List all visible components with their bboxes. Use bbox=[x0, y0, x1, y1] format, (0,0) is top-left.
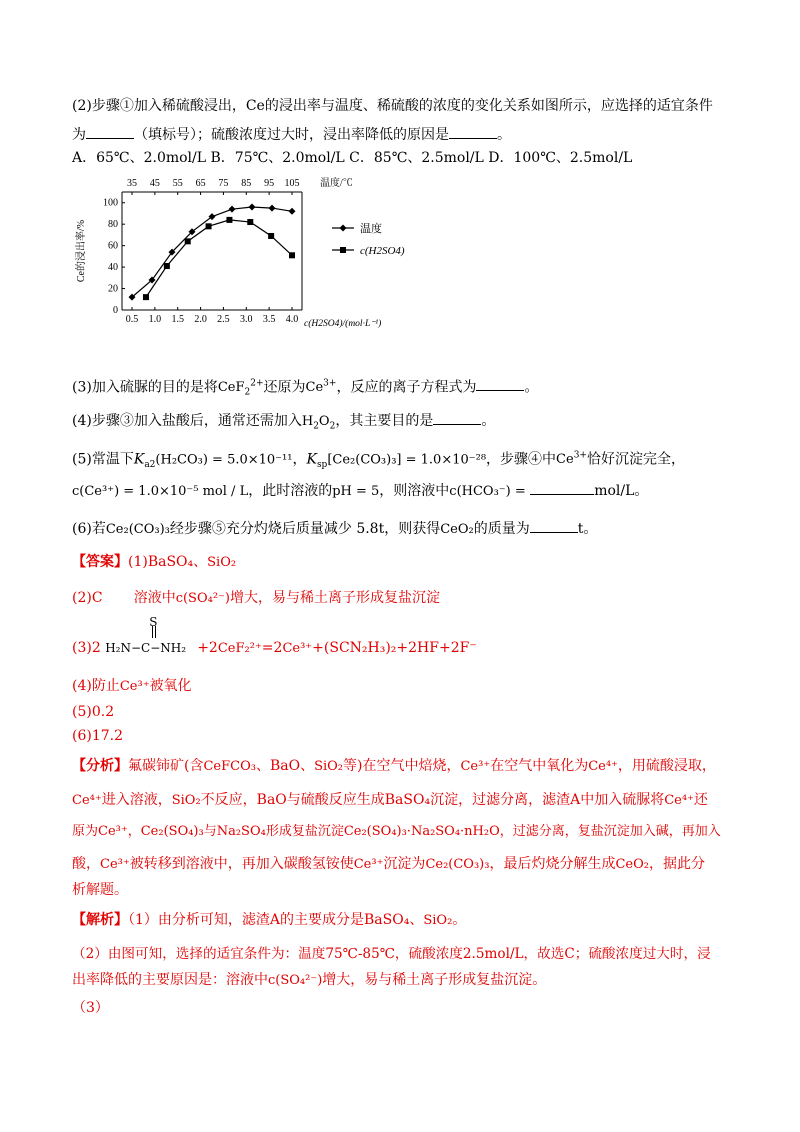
concentration-point bbox=[289, 252, 295, 258]
legend-marker-temperature bbox=[340, 225, 347, 232]
bottom-tick-label: 2.0 bbox=[194, 314, 207, 325]
top-axis-label: 温度/℃ bbox=[320, 178, 353, 189]
q5-line2: c(Ce³⁺) = 1.0×10⁻⁵ mol / L，此时溶液的pH = 5，则溶液中c(HCO₃⁻) = mol/L。 bbox=[72, 480, 648, 502]
bottom-tick-label: 1.5 bbox=[171, 314, 184, 325]
q2-line2: 为 （填标号）；硫酸浓度过大时，浸出率降低的原因是 。 bbox=[72, 124, 511, 145]
answer-blank bbox=[433, 410, 481, 425]
bottom-tick-label: 3.0 bbox=[240, 314, 253, 325]
q2-line1: (2)步骤①加入稀硫酸浸出，Ce的浸出率与温度、稀硫酸的浓度的变化关系如图所示，应选择的适宜条件 bbox=[72, 98, 713, 114]
q5-line1: (5)常温下$K_{a2}(H_2CO_3) = 5.0\times 10^{-11}$，$K_{sp}[Ce_2(CO_3)_3] = 1.0\times 10^{-28}$，步骤④中$Ce^{3+}$恰好沉淀完全， bbox=[72, 451, 685, 471]
y-axis-label: Ce的浸出率/% bbox=[76, 219, 87, 283]
concentration-point bbox=[206, 223, 212, 229]
answer-blank bbox=[449, 124, 497, 139]
answer-4: (4)防止Ce³⁺被氧化 bbox=[72, 678, 192, 694]
temperature-point bbox=[249, 204, 256, 211]
temperature-point bbox=[229, 206, 236, 213]
concentration-point bbox=[226, 217, 232, 223]
q6-line: (6)若Ce₂(CO₃)₃经步骤⑤充分灼烧后质量减少 5.8t，则获得CeO₂的质量为 t。 bbox=[72, 518, 597, 540]
legend-marker-concentration bbox=[340, 247, 346, 253]
answer-5: (5)0.2 bbox=[72, 704, 115, 720]
temperature-point bbox=[289, 208, 296, 215]
thiourea-structure: S H₂N−C−NH₂ bbox=[105, 615, 187, 655]
concentration-point bbox=[143, 294, 149, 300]
answer-blank bbox=[86, 124, 134, 139]
concentration-point bbox=[185, 238, 191, 244]
top-tick-label: 35 bbox=[127, 178, 137, 189]
leaching-rate-chart bbox=[72, 168, 452, 338]
cef2-formula: CeF$_2^{2+}$ bbox=[217, 379, 264, 398]
answer-blank bbox=[530, 480, 594, 495]
concentration-point bbox=[247, 219, 253, 225]
analysis-line3: 原为Ce³⁺，Ce₂(SO₄)₃与Na₂SO₄形成复盐沉淀Ce₂(SO₄)₃·Na₂SO₄·nH₂O，过滤分离，复盐沉淀加入碱，再加入 bbox=[72, 824, 721, 839]
document-page: (2)步骤①加入稀硫酸浸出，Ce的浸出率与温度、稀硫酸的浓度的变化关系如图所示，应选择的适宜条件 为 （填标号）；硫酸浓度过大时，浸出率降低的原因是 。 A．65℃、2.0mol/L B．75℃、2.0mol/L C．85℃、2.5mol/L D．100℃、2.5mol/L 35 45 55 65 75 85 95 105 温度/℃ 0.5 1.0 1.5 2.0 2.5 3.0 3.5 4.0 c(H2SO4)/(mol·L⁻¹) 0 20 40 60 80 100 Ce的浸出率/% 温度 c(H2SO4) (3)加入硫脲的目的是将CeF$_2^{2+}$还原为$Ce^{3+}$，反应的离子方程式为 。 (4)步骤③加入盐酸后，通常还需加入$H_2O_2$，其主要目的是 。 (5)常温下$K_{a2}(H_2CO_3) = 5.0\times 10^{-11}$，$K_{sp}[Ce_2(CO_3)_3] = 1.0\times 10^{-28}$，步骤④中$Ce^{3+}$恰好沉淀完全， c(Ce³⁺) = 1.0×10⁻⁵ mol / L，此时溶液的pH = 5，则溶液中c(HCO₃⁻) = mol/L。 (6)若Ce₂(CO₃)₃经步骤⑤充分灼烧后质量减少 5.8t，则获得CeO₂的质量为 t。 【答案】(1)BaSO₄、SiO₂ (2)C 溶液中c(SO₄²⁻)增大，易与稀土离子形成复盐沉淀 (3)2 S H₂N−C−NH₂ +2CeF₂²⁺=2Ce³⁺+(SCN₂H₃)₂+2HF+2F⁻ (4)防止Ce³⁺被氧化 (5)0.2 (6)17.2 【分析】氟碳铈矿(含CeFCO₃、BaO、SiO₂等)在空气中焙烧，Ce³⁺在空气中氧化为Ce⁴⁺，用硫酸浸取， Ce⁴⁺进入溶液，SiO₂不反应，BaO与硫酸反应生成BaSO₄沉淀，过滤分离，滤渣A中加入硫脲将Ce⁴⁺还 原为Ce³⁺，Ce₂(SO₄)₃与Na₂SO₄形成复盐沉淀Ce₂(SO₄)₃·Na₂SO₄·nH₂O，过滤分离，复盐沉淀加入碱，再加入 酸，Ce³⁺被转移到溶液中，再加入碳酸氢铵使Ce³⁺沉淀为Ce₂(CO₃)₃，最后灼烧分解生成CeO₂，据此分 析解题。 【解析】（1）由分析可知，滤渣A的主要成分是BaSO₄、SiO₂。 （2）由图可知，选择的适宜条件为：温度75℃-85℃，硫酸浓度2.5mol/L，故选C；硫酸浓度过大时，浸 出率降低的主要原因是：溶液中c(SO₄²⁻)增大，易与稀土离子形成复盐沉淀。 （3） bbox=[72, 98, 721, 1016]
answer-6: (6)17.2 bbox=[72, 728, 124, 744]
answer-2: (2)C 溶液中c(SO₄²⁻)增大，易与稀土离子形成复盐沉淀 bbox=[72, 590, 440, 606]
bottom-tick-label: 4.0 bbox=[285, 314, 299, 325]
answer-blank bbox=[476, 376, 524, 391]
q3-line: (3)加入硫脲的目的是将CeF$_2^{2+}$还原为$Ce^{3+}$，反应的离子方程式为 。 bbox=[72, 374, 538, 403]
ce3-formula: $Ce^{3+}$ bbox=[556, 451, 587, 468]
h2o2-formula: $H_2O_2$ bbox=[301, 414, 336, 432]
legend-label-concentration: c(H2SO4) bbox=[360, 245, 405, 257]
legend-label-temperature: 温度 bbox=[360, 223, 382, 235]
y-tick-label: 80 bbox=[108, 219, 118, 231]
concentration-point bbox=[164, 263, 170, 269]
bottom-tick-label: 0.5 bbox=[125, 314, 139, 325]
temperature-point bbox=[269, 205, 276, 212]
top-tick-label: 75 bbox=[218, 178, 229, 189]
analysis-line2: Ce⁴⁺进入溶液，SiO₂不反应，BaO与硫酸反应生成BaSO₄沉淀，过滤分离，滤渣A中加入硫脲将Ce⁴⁺还 bbox=[72, 792, 708, 808]
series-temperature-line bbox=[132, 207, 292, 297]
answer-1: 【答案】(1)BaSO₄、SiO₂ bbox=[72, 554, 237, 570]
top-tick-label: 55 bbox=[172, 178, 183, 189]
solution-line3: 出率降低的主要原因是：溶液中c(SO₄²⁻)增大，易与稀土离子形成复盐沉淀。 bbox=[72, 972, 547, 988]
concentration-point bbox=[268, 233, 274, 239]
analysis-line4: 酸，Ce³⁺被转移到溶液中，再加入碳酸氢铵使Ce³⁺沉淀为Ce₂(CO₃)₃，最后灼烧分解生成CeO₂，据此分 bbox=[72, 856, 705, 872]
y-tick-label: 60 bbox=[108, 240, 118, 252]
y-tick-label: 40 bbox=[108, 262, 118, 274]
y-tick-label: 20 bbox=[108, 283, 118, 295]
solution-line2: （2）由图可知，选择的适宜条件为：温度75℃-85℃，硫酸浓度2.5mol/L，故选C；硫酸浓度过大时，浸 bbox=[72, 946, 711, 962]
q2-options: A．65℃、2.0mol/L B．75℃、2.0mol/L C．85℃、2.5mol/L D．100℃、2.5mol/L bbox=[72, 150, 633, 166]
top-tick-label: 105 bbox=[284, 178, 300, 189]
analysis-line5: 析解题。 bbox=[72, 882, 128, 898]
analysis-line1: 【分析】氟碳铈矿(含CeFCO₃、BaO、SiO₂等)在空气中焙烧，Ce³⁺在空气中氧化为Ce⁴⁺，用硫酸浸取， bbox=[72, 758, 716, 774]
y-tick-label: 0 bbox=[113, 305, 118, 316]
top-tick-label: 95 bbox=[264, 178, 275, 189]
answer-blank bbox=[530, 518, 578, 533]
bottom-tick-label: 2.5 bbox=[217, 314, 230, 325]
y-tick-label: 100 bbox=[103, 197, 118, 209]
q4-line: (4)步骤③加入盐酸后，通常还需加入$H_2O_2$，其主要目的是 。 bbox=[72, 410, 495, 437]
bottom-tick-label: 1.0 bbox=[148, 314, 162, 325]
solution-line4: （3） bbox=[72, 1000, 109, 1016]
bottom-axis-label: c(H2SO4)/(mol·L⁻¹) bbox=[304, 319, 382, 329]
ce3-formula: $Ce^{3+}$ bbox=[305, 379, 337, 396]
bottom-tick-label: 3.5 bbox=[262, 314, 276, 325]
top-tick-label: 65 bbox=[195, 178, 206, 189]
top-tick-label: 45 bbox=[149, 178, 160, 189]
solution-line1: 【解析】（1）由分析可知，滤渣A的主要成分是BaSO₄、SiO₂。 bbox=[72, 912, 467, 928]
top-tick-label: 85 bbox=[241, 178, 252, 189]
